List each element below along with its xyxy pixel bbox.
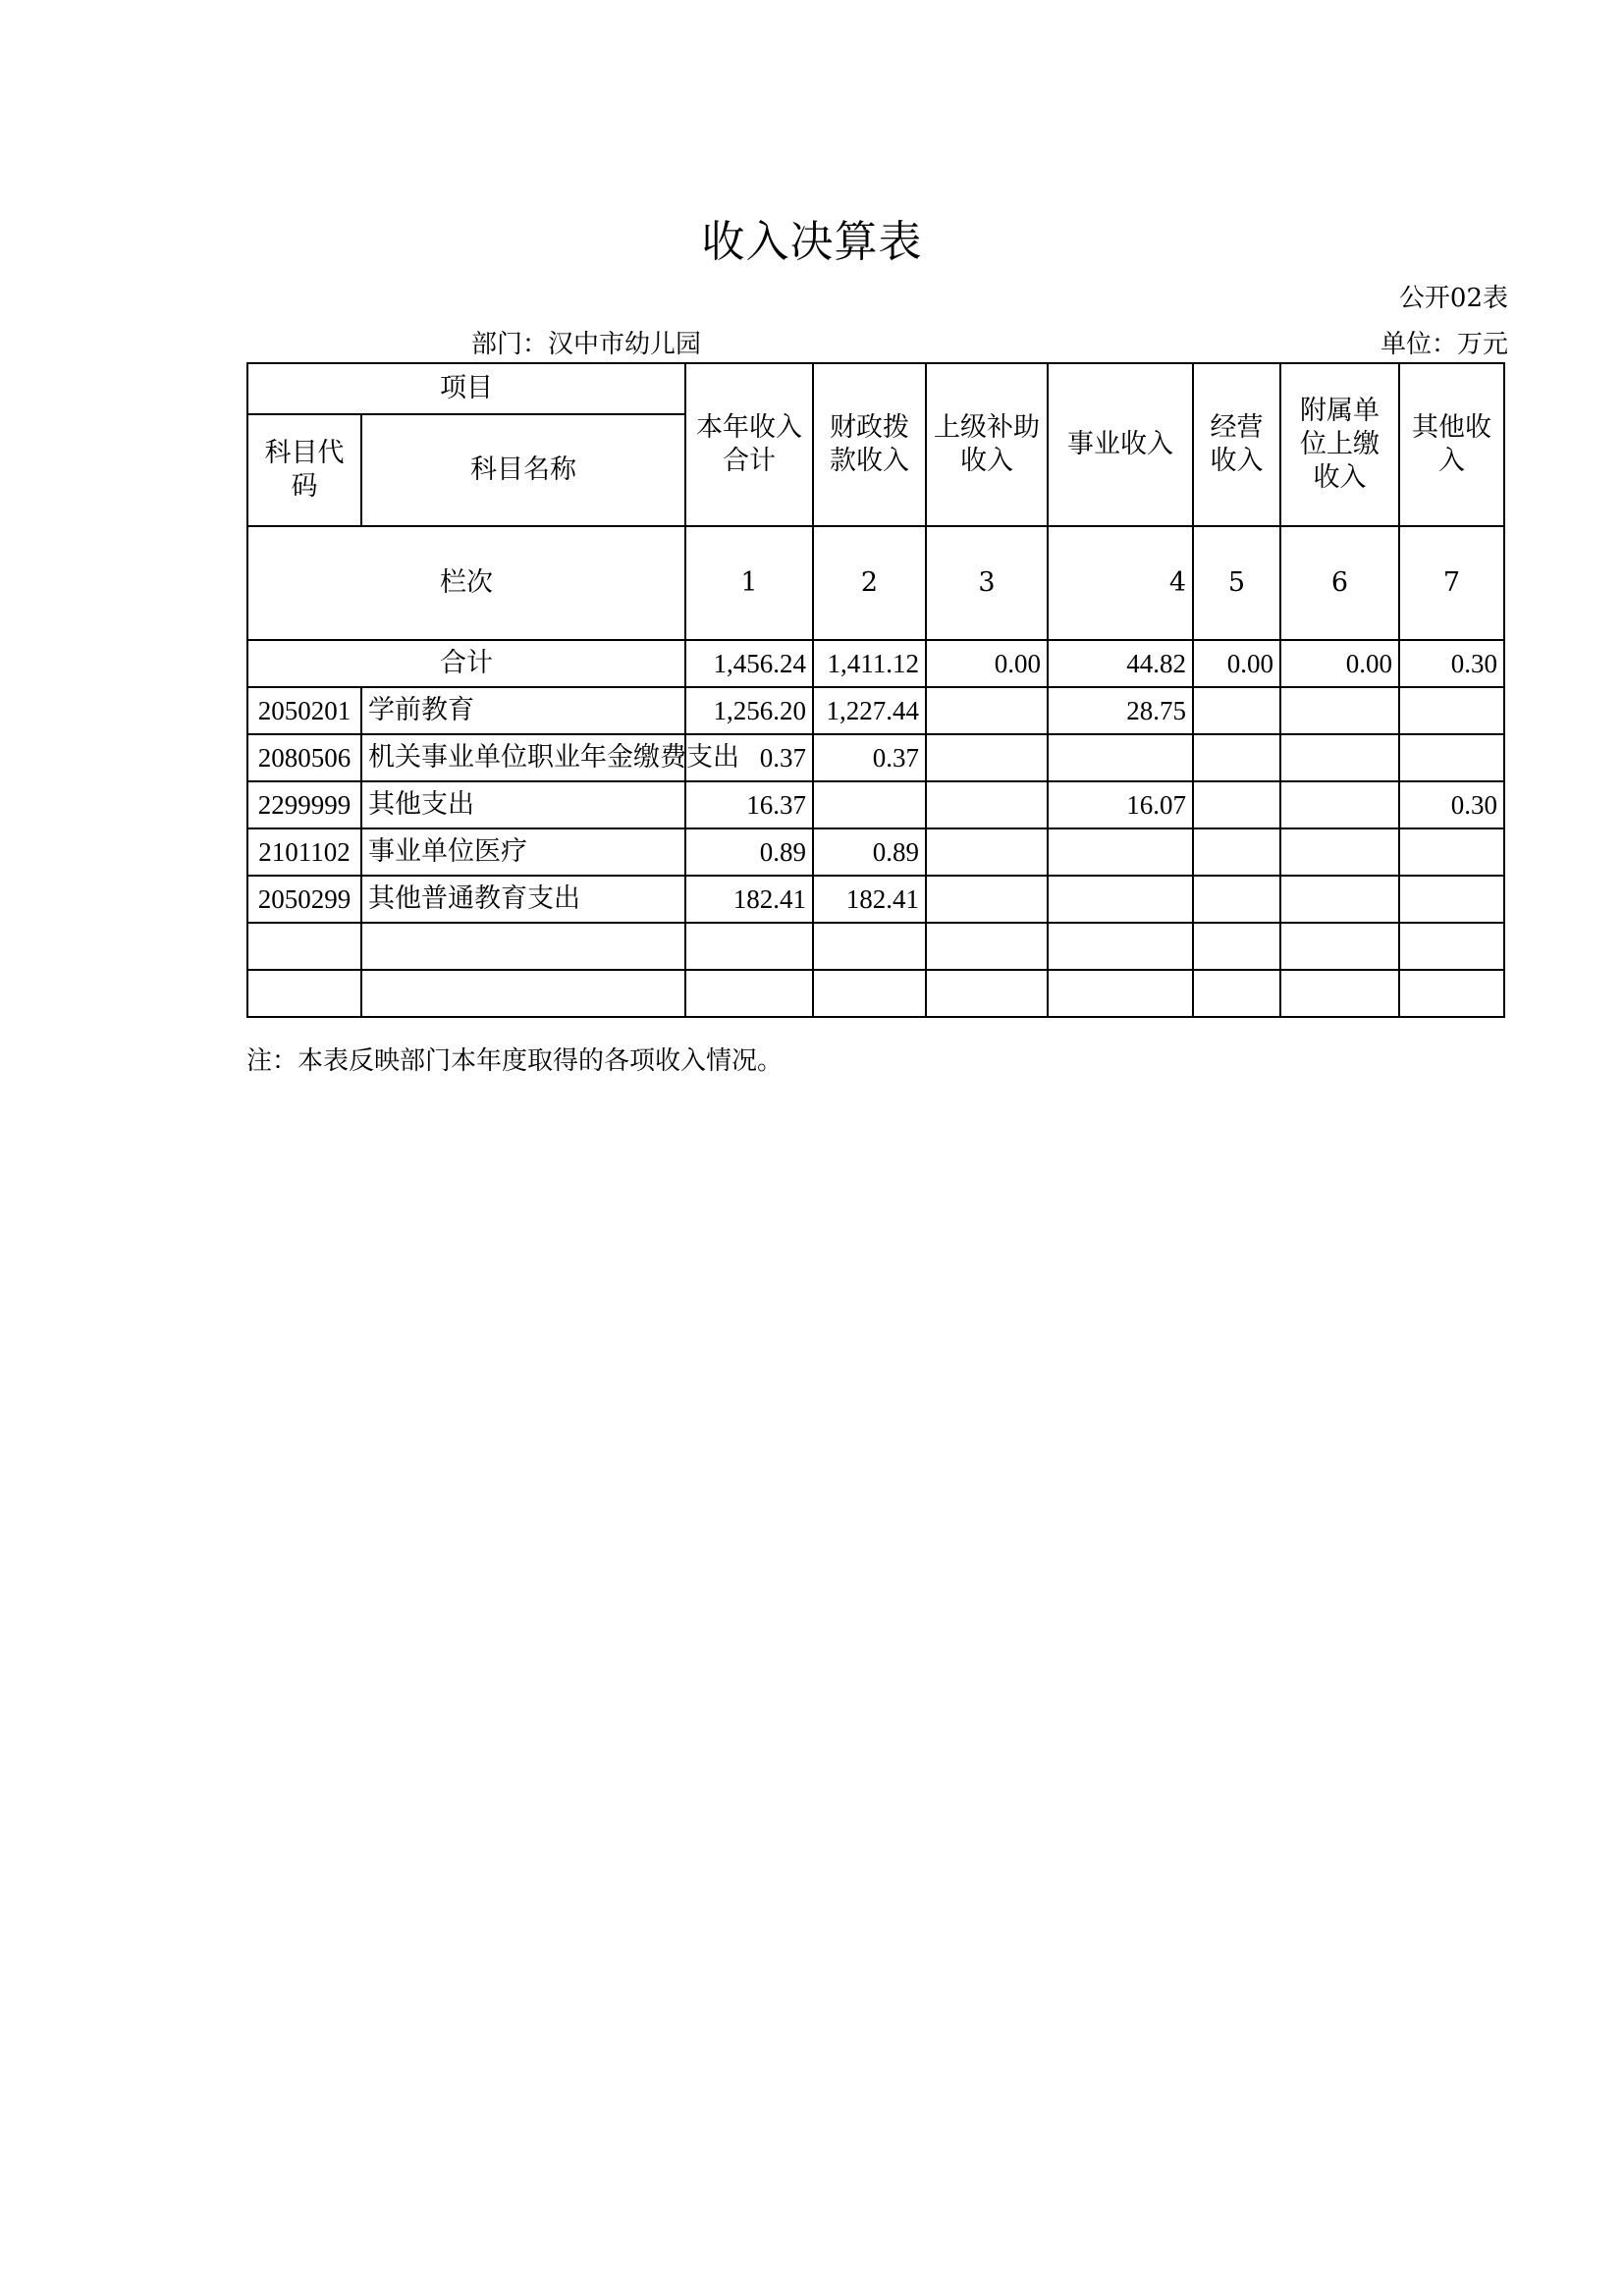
- row-code: 2101102: [247, 828, 361, 876]
- row-value: [1193, 923, 1280, 970]
- row-value: [926, 828, 1048, 876]
- row-value: [1048, 970, 1193, 1017]
- row-code: 2080506: [247, 734, 361, 781]
- row-value: [685, 970, 813, 1017]
- row-code: 2299999: [247, 781, 361, 828]
- total-value: 0.00: [1193, 640, 1280, 687]
- header-code: 科目代码: [247, 414, 361, 526]
- row-value: [1193, 781, 1280, 828]
- row-value: [1399, 687, 1504, 734]
- row-value: 16.37: [685, 781, 813, 828]
- table-row: [247, 781, 1504, 828]
- total-label: 合计: [247, 640, 685, 687]
- total-value: 0.30: [1399, 640, 1504, 687]
- row-value: 0.89: [685, 828, 813, 876]
- table-row: [247, 828, 1504, 876]
- row-value: 0.37: [813, 734, 926, 781]
- table-row: [247, 970, 1504, 1017]
- row-code: [247, 923, 361, 970]
- column-index-5: 5: [1193, 526, 1280, 640]
- header-col1: 本年收入合计: [685, 363, 813, 526]
- table-row: [247, 923, 1504, 970]
- row-code: 2050299: [247, 876, 361, 923]
- row-value: 0.37: [685, 734, 813, 781]
- row-name: 学前教育: [361, 687, 685, 734]
- column-index-4: 4: [1048, 526, 1193, 640]
- row-value: [926, 923, 1048, 970]
- row-value: [926, 687, 1048, 734]
- total-row: [247, 640, 1504, 687]
- row-name: [361, 923, 685, 970]
- row-value: [1280, 781, 1399, 828]
- column-index-2: 2: [813, 526, 926, 640]
- row-value: 1,256.20: [685, 687, 813, 734]
- row-value: 1,227.44: [813, 687, 926, 734]
- row-value: [1280, 687, 1399, 734]
- row-value: [685, 923, 813, 970]
- department-label: 部门：汉中市幼儿园: [471, 330, 702, 359]
- total-value: 0.00: [1280, 640, 1399, 687]
- row-value: [1280, 923, 1399, 970]
- row-value: [1280, 970, 1399, 1017]
- row-value: [1399, 923, 1504, 970]
- header-col3: 上级补助收入: [926, 363, 1048, 526]
- row-value: [926, 781, 1048, 828]
- row-value: [926, 734, 1048, 781]
- form-number: 公开02表: [1398, 284, 1508, 313]
- row-code: [247, 970, 361, 1017]
- row-value: [813, 923, 926, 970]
- footnote: 注：本表反映部门本年度取得的各项收入情况。: [246, 1046, 784, 1076]
- row-value: [1048, 828, 1193, 876]
- page-title: 收入决算表: [701, 217, 923, 267]
- row-name: [361, 970, 685, 1017]
- column-index-6: 6: [1280, 526, 1399, 640]
- row-value: [1048, 923, 1193, 970]
- row-value: 182.41: [685, 876, 813, 923]
- row-value: [1399, 876, 1504, 923]
- row-value: [1193, 876, 1280, 923]
- row-value: [813, 781, 926, 828]
- row-value: 0.89: [813, 828, 926, 876]
- total-value: 44.82: [1048, 640, 1193, 687]
- row-value: [1048, 876, 1193, 923]
- row-code: 2050201: [247, 687, 361, 734]
- row-value: [1399, 970, 1504, 1017]
- header-name: 科目名称: [361, 414, 685, 526]
- row-value: [926, 876, 1048, 923]
- table-row: [247, 734, 1504, 781]
- row-name: 机关事业单位职业年金缴费支出: [361, 734, 685, 781]
- row-value: [1193, 828, 1280, 876]
- header-col4: 事业收入: [1048, 363, 1193, 526]
- column-index-3: 3: [926, 526, 1048, 640]
- row-value: [1280, 734, 1399, 781]
- header-col5: 经营收入: [1193, 363, 1280, 526]
- table-row: [247, 687, 1504, 734]
- row-value: 16.07: [1048, 781, 1193, 828]
- column-index-1: 1: [685, 526, 813, 640]
- row-value: [926, 970, 1048, 1017]
- header-item: 项目: [247, 363, 685, 414]
- table-row: [247, 876, 1504, 923]
- row-value: [1048, 734, 1193, 781]
- row-name: 其他支出: [361, 781, 685, 828]
- row-value: 182.41: [813, 876, 926, 923]
- header-col7: 其他收入: [1399, 363, 1504, 526]
- row-value: [1193, 734, 1280, 781]
- total-value: 1,411.12: [813, 640, 926, 687]
- header-col6: 附属单位上缴收入: [1280, 363, 1399, 526]
- row-value: [1399, 828, 1504, 876]
- row-value: [1280, 876, 1399, 923]
- row-value: [813, 970, 926, 1017]
- column-index-7: 7: [1399, 526, 1504, 640]
- total-value: 1,456.24: [685, 640, 813, 687]
- row-value: 28.75: [1048, 687, 1193, 734]
- total-value: 0.00: [926, 640, 1048, 687]
- row-name: 事业单位医疗: [361, 828, 685, 876]
- row-value: [1193, 970, 1280, 1017]
- row-value: [1399, 734, 1504, 781]
- income-table: [246, 362, 1505, 1018]
- column-index-label: 栏次: [247, 526, 685, 640]
- header-col2: 财政拨款收入: [813, 363, 926, 526]
- row-name: 其他普通教育支出: [361, 876, 685, 923]
- unit-label: 单位：万元: [1380, 330, 1508, 359]
- row-value: [1280, 828, 1399, 876]
- row-value: 0.30: [1399, 781, 1504, 828]
- row-value: [1193, 687, 1280, 734]
